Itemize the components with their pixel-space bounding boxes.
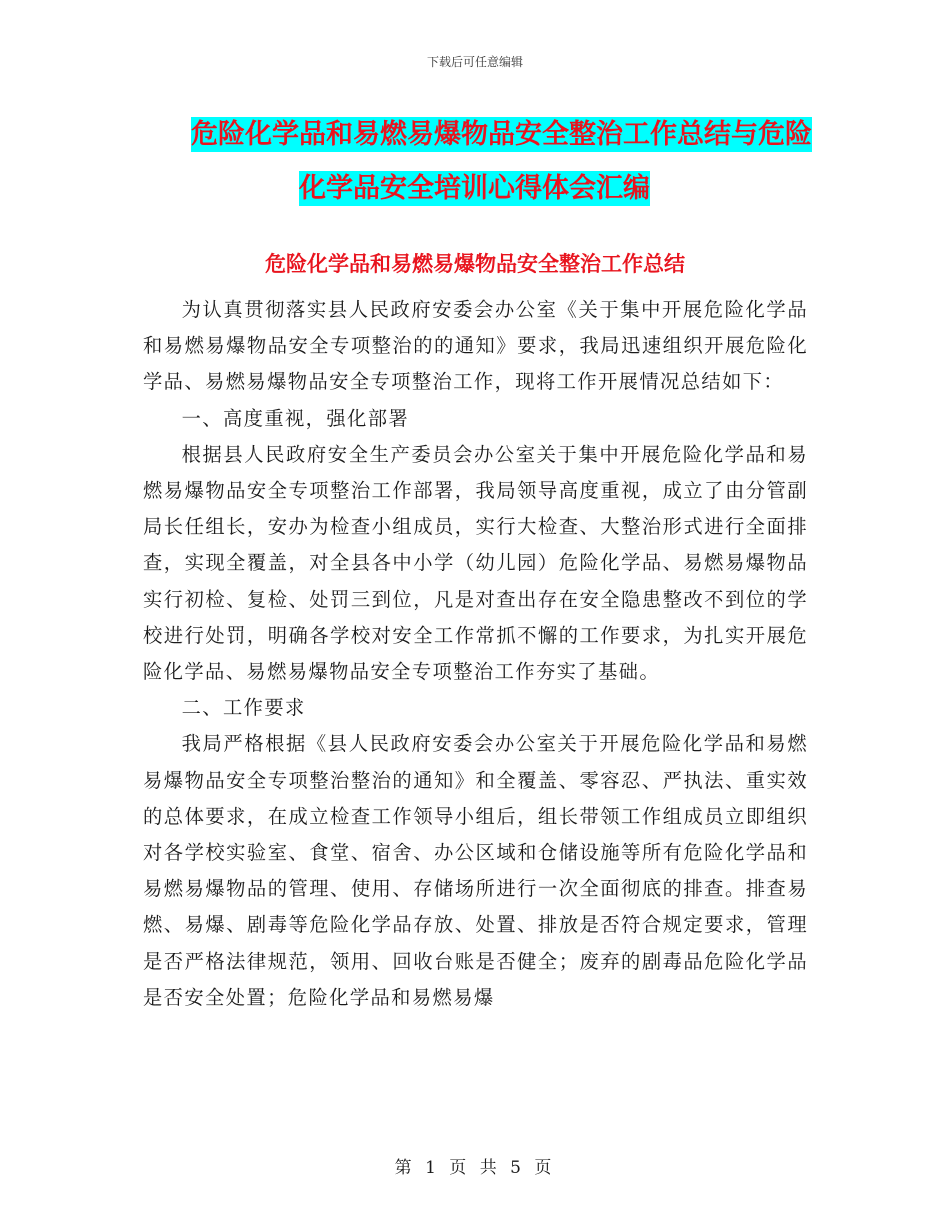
document-title-line-1-text: 危险化学品和易燃易爆物品安全整治工作总结与危险 [191,119,812,150]
document-title-line-2 [140,162,830,216]
page-number: 第 1 页 共 5 页 [394,1158,556,1178]
document-title-line-1 [140,108,830,162]
document-title-line-2-text: 化学品安全培训心得体会汇编 [299,173,650,204]
document-body [143,292,808,1016]
paragraph-2: 我局严格根据《县人民政府安委会办公室关于开展危险化学品和易燃易爆物品安全专项整治整治的通知》和全覆盖、零容忍、严执法、重实效的总体要求，在成立检查工作领导小组后，组长带领工作组成员立即组织对各学校实验室、食堂、宿舍、办公区域和仓储设施等所有危险化学品和易燃易爆物品的管理、使用、存储场所进行一次全面彻底的排查。排查易燃、易爆、剧毒等危险化学品存放、处置、排放是否符合规定要求，管理是否严格法律规范，领用、回收台账是否健全；废弃的剧毒品危险化学品是否安全处置；危险化学品和易燃易爆 [143,732,808,1009]
heading-1: 一、高度重视，强化部署 [181,406,410,430]
paragraph-intro: 为认真贯彻落实县人民政府安委会办公室《关于集中开展危险化学品和易燃易爆物品安全专项整治的的通知》要求，我局迅速组织开展危险化学品、易燃易爆物品安全专项整治工作，现将工作开展情况总结如下： [143,298,808,394]
header-note: 下载后可任意编辑 [426,55,523,69]
paragraph-1: 根据县人民政府安全生产委员会办公室关于集中开展危险化学品和易燃易爆物品安全专项整治工作部署，我局领导高度重视，成立了由分管副局长任组长，安办为检查小组成员，实行大检查、大整治形式进行全面排查，实现全覆盖，对全县各中小学（幼儿园）危险化学品、易燃易爆物品实行初检、复检、处罚三到位，凡是对查出存在安全隐患整改不到位的学校进行处罚，明确各学校对安全工作常抓不懈的工作要求，为扎实开展危险化学品、易燃易爆物品安全专项整治工作夯实了基础。 [143,442,808,684]
section-title: 危险化学品和易燃易爆物品安全整治工作总结 [265,252,685,276]
document-title [140,108,830,216]
heading-2: 二、工作要求 [181,696,306,720]
